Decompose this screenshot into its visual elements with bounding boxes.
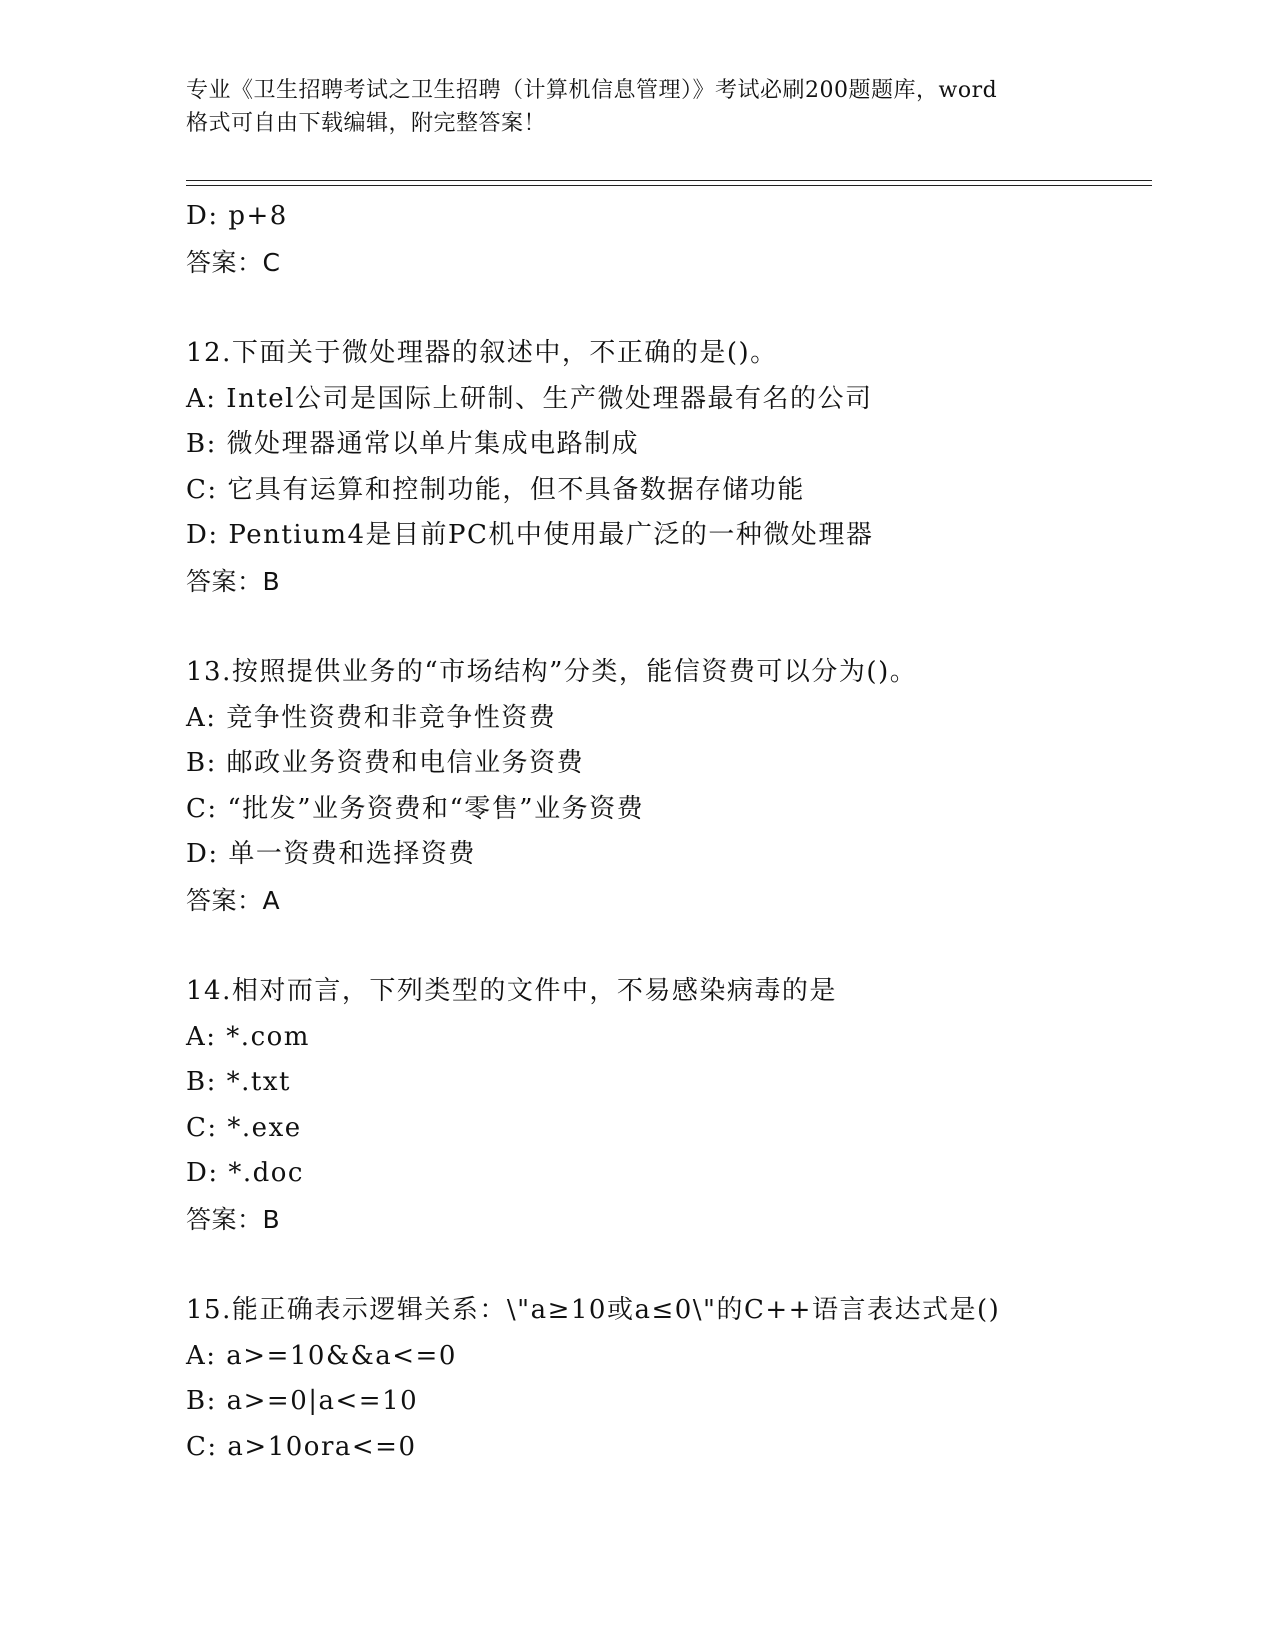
option-d: D: *.doc — [186, 1158, 304, 1188]
option-a: A: *.com — [186, 1021, 310, 1052]
option-d: D: 单一资费和选择资费 — [186, 839, 476, 869]
answer-line: 答案：A — [186, 885, 281, 915]
header-title-line-2: 格式可自由下载编辑，附完整答案！ — [186, 111, 547, 136]
option-b: B: 微处理器通常以单片集成电路制成 — [186, 429, 640, 459]
header-divider-top — [186, 180, 1152, 181]
option-d: D: Pentium4是目前PC机中使用最广泛的一种微处理器 — [186, 520, 874, 550]
header-title-line-1: 专业《卫生招聘考试之卫生招聘（计算机信息管理）》考试必刷200题题库，word — [186, 78, 998, 103]
option-b: B: 邮政业务资费和电信业务资费 — [186, 748, 585, 778]
page-header — [186, 74, 1086, 140]
question-12 — [186, 331, 1152, 604]
spacer — [186, 285, 1152, 331]
option-d: D: p+8 — [186, 201, 288, 231]
option-a: A: 竞争性资费和非竞争性资费 — [186, 702, 557, 733]
option-a: A: a>=10&&a<=0 — [186, 1340, 457, 1371]
answer-line: 答案：B — [186, 1204, 281, 1234]
spacer — [186, 923, 1152, 969]
question-stem: 14.相对而言，下列类型的文件中，不易感染病毒的是 — [186, 976, 837, 1006]
question-14 — [186, 969, 1152, 1242]
answer-line: 答案：B — [186, 566, 281, 596]
option-b: B: *.txt — [186, 1067, 291, 1097]
header-divider-bottom — [186, 185, 1152, 186]
option-a: A: Intel公司是国际上研制、生产微处理器最有名的公司 — [186, 383, 873, 414]
question-list — [186, 194, 1152, 1470]
option-c: C: a>10ora<=0 — [186, 1431, 417, 1462]
option-c: C: 它具有运算和控制功能，但不具备数据存储功能 — [186, 474, 805, 505]
option-c: C: “批发”业务资费和“零售”业务资费 — [186, 793, 645, 824]
answer-line: 答案：C — [186, 247, 281, 277]
option-c: C: *.exe — [186, 1112, 302, 1143]
question-15 — [186, 1288, 1152, 1470]
spacer — [186, 1242, 1152, 1288]
question-13 — [186, 650, 1152, 923]
spacer — [186, 604, 1152, 650]
option-b: B: a>=0|a<=10 — [186, 1386, 419, 1416]
question-stem: 15.能正确表示逻辑关系：\"a≥10或a≤0\"的C++语言表达式是() — [186, 1295, 1001, 1325]
question-stem: 12.下面关于微处理器的叙述中，不正确的是()。 — [186, 338, 778, 368]
question-stem: 13.按照提供业务的“市场结构”分类，能信资费可以分为()。 — [186, 657, 918, 687]
